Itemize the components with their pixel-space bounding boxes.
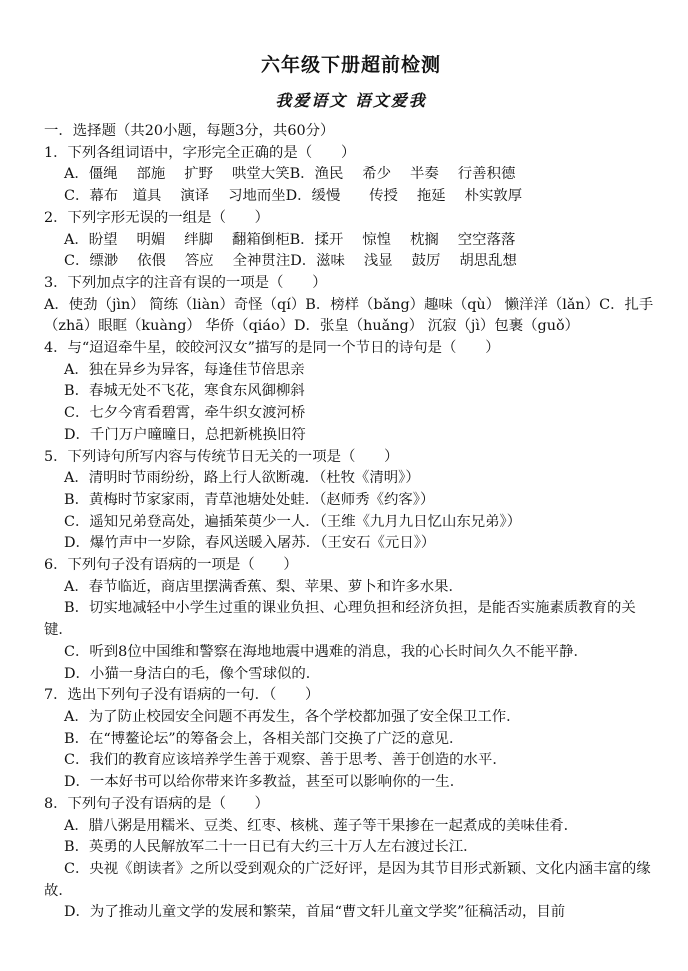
- question-5: [44, 447, 658, 556]
- option-a: A．独在异乡为异客，每逢佳节倍思亲: [64, 361, 305, 378]
- question-stem: 8．下列句子没有语病的是（ ）: [44, 795, 270, 812]
- option-paragraph: A．使劲（jìn） 简练（liàn）奇怪（qí）B．榜样（bǎng）趣味（qù） 懒洋洋（lǎn）C．扎手（zhā）眼眶（kuàng） 华侨（qiáo）D．张皇（huǎng） 沉寂（jì）包裹（guǒ）: [44, 296, 654, 335]
- question-stem: 6．下列句子没有语病的一项是（ ）: [44, 557, 298, 574]
- option-b: B．在“博鳌论坛”的筹备会上，各相关部门交换了广泛的意见．: [64, 730, 464, 747]
- question-8: [44, 794, 658, 924]
- option-c: C．遥知兄弟登高处，遍插茱萸少一人．（王维《九月九日忆山东兄弟》）: [64, 513, 522, 530]
- option-d: D．爆竹声中一岁除，春风送暖入屠苏．（王安石《元日》）: [64, 535, 436, 552]
- question-7: [44, 685, 658, 794]
- option-a: A．为了防止校园安全问题不再发生，各个学校都加强了安全保卫工作．: [64, 708, 521, 725]
- option-line: C．幕布 道具 演译 习地而坐D．缓慢 传授 拖延 朴实敦厚: [64, 188, 523, 205]
- page-title: 六年级下册超前检测: [260, 54, 441, 76]
- option-b: B．春城无处不飞花，寒食东风御柳斜: [64, 383, 305, 400]
- question-2: [44, 208, 658, 273]
- question-stem: 1．下列各组词语中，字形完全正确的是（ ）: [44, 144, 356, 161]
- question-stem: 5．下列诗句所写内容与传统节日无关的一项是（ ）: [44, 448, 399, 465]
- question-4: [44, 338, 658, 447]
- question-3: [44, 273, 658, 338]
- option-line: A．盼望 明媚 绊脚 翻箱倒柜B．揉开 惊惶 枕搁 空空落落: [64, 231, 516, 248]
- section-heading: 一．选择题（共20小题，每题3分，共60分）: [44, 123, 335, 139]
- option-a: A．清明时节雨纷纷，路上行人欲断魂．（杜牧《清明》）: [64, 470, 420, 487]
- question-stem: 7．选出下列句子没有语病的一句．（ ）: [44, 687, 320, 704]
- question-stem: 4．与“迢迢牵牛星，皎皎河汉女”描写的是同一个节日的诗句是（ ）: [44, 340, 500, 357]
- option-a: A．春节临近，商店里摆满香蕉、梨、苹果、萝卜和许多水果．: [64, 578, 463, 595]
- option-d: D．一本好书可以给你带来许多教益，甚至可以影响你的一生．: [64, 774, 465, 791]
- option-b: B．切实地减轻中小学生过重的课业负担、心理负担和经济负担，是能否实施素质教育的关键．: [44, 600, 636, 639]
- question-stem: 3．下列加点字的注音有误的一项是（ ）: [44, 274, 327, 291]
- question-1: [44, 143, 658, 208]
- option-b: B．黄梅时节家家雨，青草池塘处处蛙．（赵师秀《约客》）: [64, 491, 435, 508]
- question-stem: 2．下列字形无误的一组是（ ）: [44, 209, 270, 226]
- option-b: B．英勇的人民解放军二十一日已有大约三十万人左右渡过长江．: [64, 839, 478, 856]
- option-d: D．为了推动儿童文学的发展和繁荣，首届“曹文轩儿童文学奖”征稿活动，目前: [64, 904, 566, 921]
- option-line: A．僵绳 部施 扩野 哄堂大笑B．渔民 希少 半奏 行善积德: [64, 166, 516, 183]
- option-c: C．我们的教育应该培养学生善于观察、善于思考、善于创造的水平．: [64, 752, 507, 769]
- option-c: C．央视《朗读者》之所以受到观众的广泛好评，是因为其节目形式新颖、文化内涵丰富的缘故．: [44, 860, 651, 899]
- option-line: C．缥渺 依偎 答应 全神贯注D．滋味 浅显 鼓厉 胡思乱想: [64, 253, 517, 270]
- option-a: A．腊八粥是用糯米、豆类、红枣、核桃、莲子等干果掺在一起煮成的美味佳肴．: [64, 817, 579, 834]
- option-c: C．听到8位中国维和警察在海地地震中遇难的消息，我的心长时间久久不能平静．: [64, 643, 588, 660]
- option-d: D．小猫一身洁白的毛，像个雪球似的．: [64, 665, 321, 682]
- question-6: [44, 555, 658, 685]
- option-d: D．千门万户曈曈日，总把新桃换旧符: [64, 426, 306, 443]
- page-subtitle: 我爱语文 语文爱我: [275, 91, 427, 110]
- option-c: C．七夕今宵看碧霄，牵牛织女渡河桥: [64, 405, 306, 422]
